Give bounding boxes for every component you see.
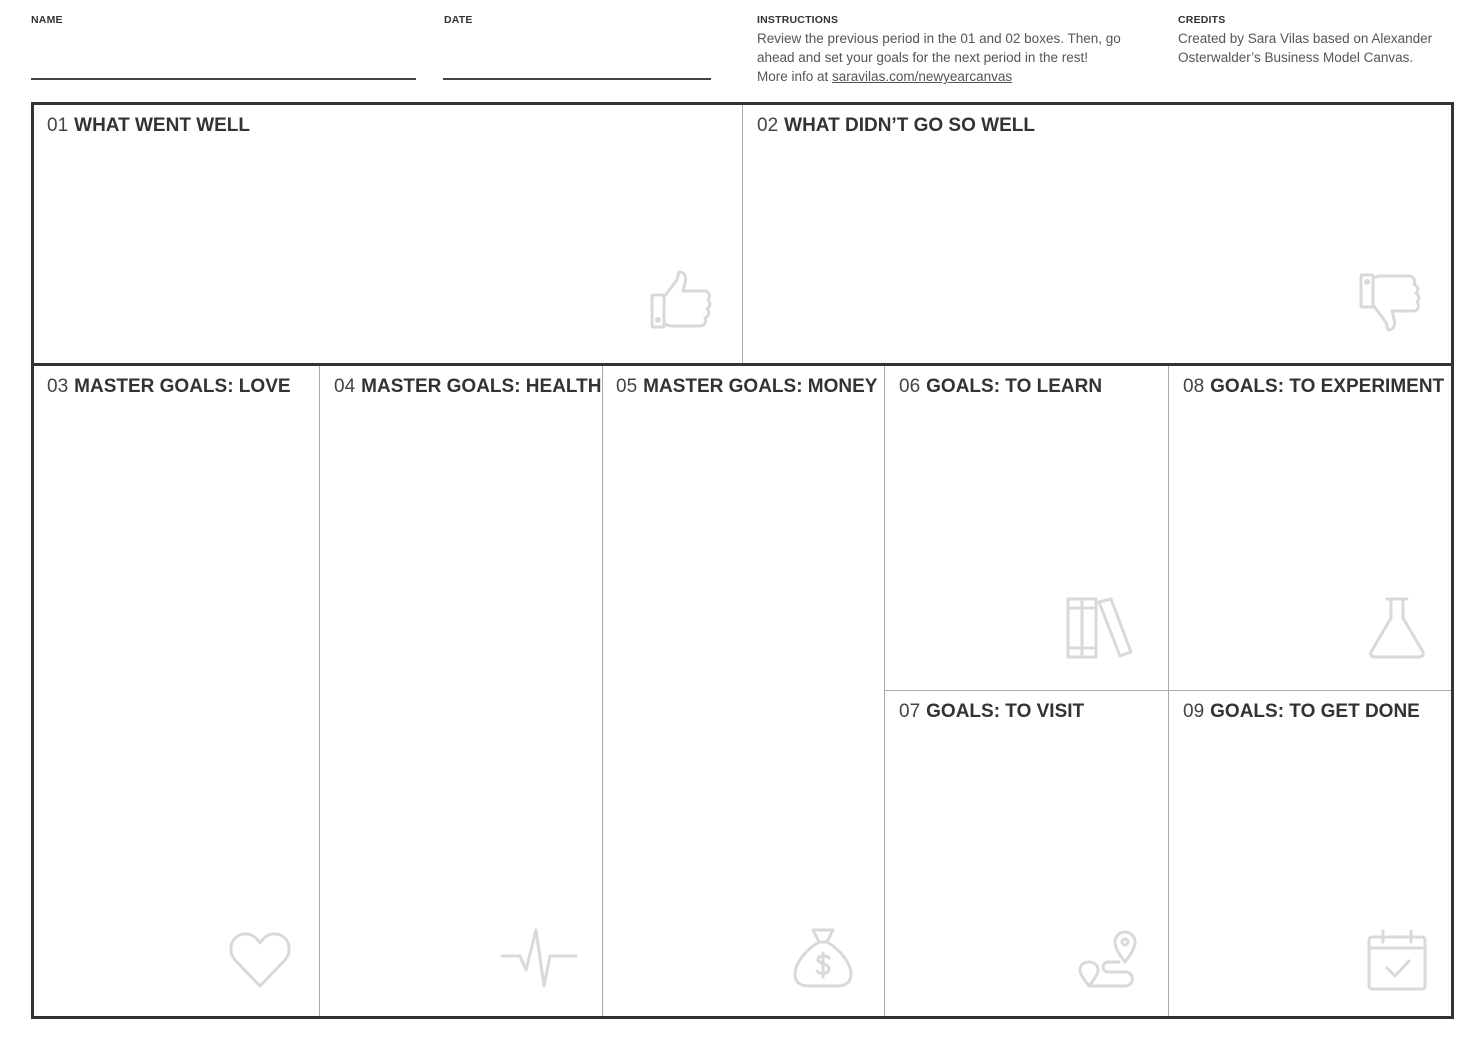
instructions-line-3 bbox=[757, 67, 1157, 86]
section-09[interactable] bbox=[1169, 691, 1451, 1016]
credits-line-2: Osterwalder’s Business Model Canvas. bbox=[1178, 50, 1414, 65]
section-title: 03 MASTER GOALS: LOVE bbox=[47, 376, 291, 397]
instructions-link[interactable]: saravilas.com/newyearcanvas bbox=[832, 69, 1013, 84]
section-06[interactable] bbox=[885, 366, 1168, 690]
thumbs-up-icon bbox=[649, 269, 713, 333]
instructions-text bbox=[757, 29, 1157, 86]
instructions-line-1: Review the previous period in the 01 and 02 boxes. Then, go bbox=[757, 31, 1121, 46]
route-pin-icon bbox=[1075, 928, 1139, 992]
date-label: DATE bbox=[444, 14, 473, 26]
thumbs-down-icon bbox=[1358, 269, 1422, 333]
date-field-line[interactable] bbox=[443, 78, 711, 80]
heart-icon bbox=[228, 928, 292, 992]
section-title: 07 GOALS: TO VISIT bbox=[899, 701, 1085, 722]
canvas-grid bbox=[31, 102, 1454, 1019]
section-title: 06 GOALS: TO LEARN bbox=[899, 376, 1103, 397]
section-08[interactable] bbox=[1169, 366, 1451, 690]
section-02[interactable] bbox=[743, 105, 1451, 363]
flask-icon bbox=[1365, 596, 1429, 660]
section-01[interactable] bbox=[34, 105, 742, 363]
heartbeat-icon bbox=[500, 926, 580, 990]
credits-text bbox=[1178, 29, 1468, 67]
section-03[interactable] bbox=[34, 366, 319, 1016]
calendar-check-icon bbox=[1365, 928, 1429, 992]
name-label: NAME bbox=[31, 14, 63, 26]
section-title: 04 MASTER GOALS: HEALTH bbox=[334, 376, 602, 397]
section-title: 01 WHAT WENT WELL bbox=[47, 115, 251, 136]
credits-line-1: Created by Sara Vilas based on Alexander bbox=[1178, 31, 1433, 46]
credits-label: CREDITS bbox=[1178, 14, 1226, 26]
books-icon bbox=[1065, 596, 1135, 660]
section-title: 09 GOALS: TO GET DONE bbox=[1183, 701, 1420, 722]
instructions-label: INSTRUCTIONS bbox=[757, 14, 839, 26]
instructions-more-info: More info at bbox=[757, 69, 833, 84]
section-title: 05 MASTER GOALS: MONEY bbox=[616, 376, 878, 397]
section-07[interactable] bbox=[885, 691, 1168, 1016]
money-bag-icon bbox=[791, 926, 855, 990]
section-title: 02 WHAT DIDN’T GO SO WELL bbox=[757, 115, 1035, 136]
section-04[interactable] bbox=[320, 366, 602, 1016]
name-field-line[interactable] bbox=[31, 78, 416, 80]
instructions-line-2: ahead and set your goals for the next period in the rest! bbox=[757, 50, 1088, 65]
section-title: 08 GOALS: TO EXPERIMENT bbox=[1183, 376, 1445, 397]
section-05[interactable] bbox=[603, 366, 884, 1016]
